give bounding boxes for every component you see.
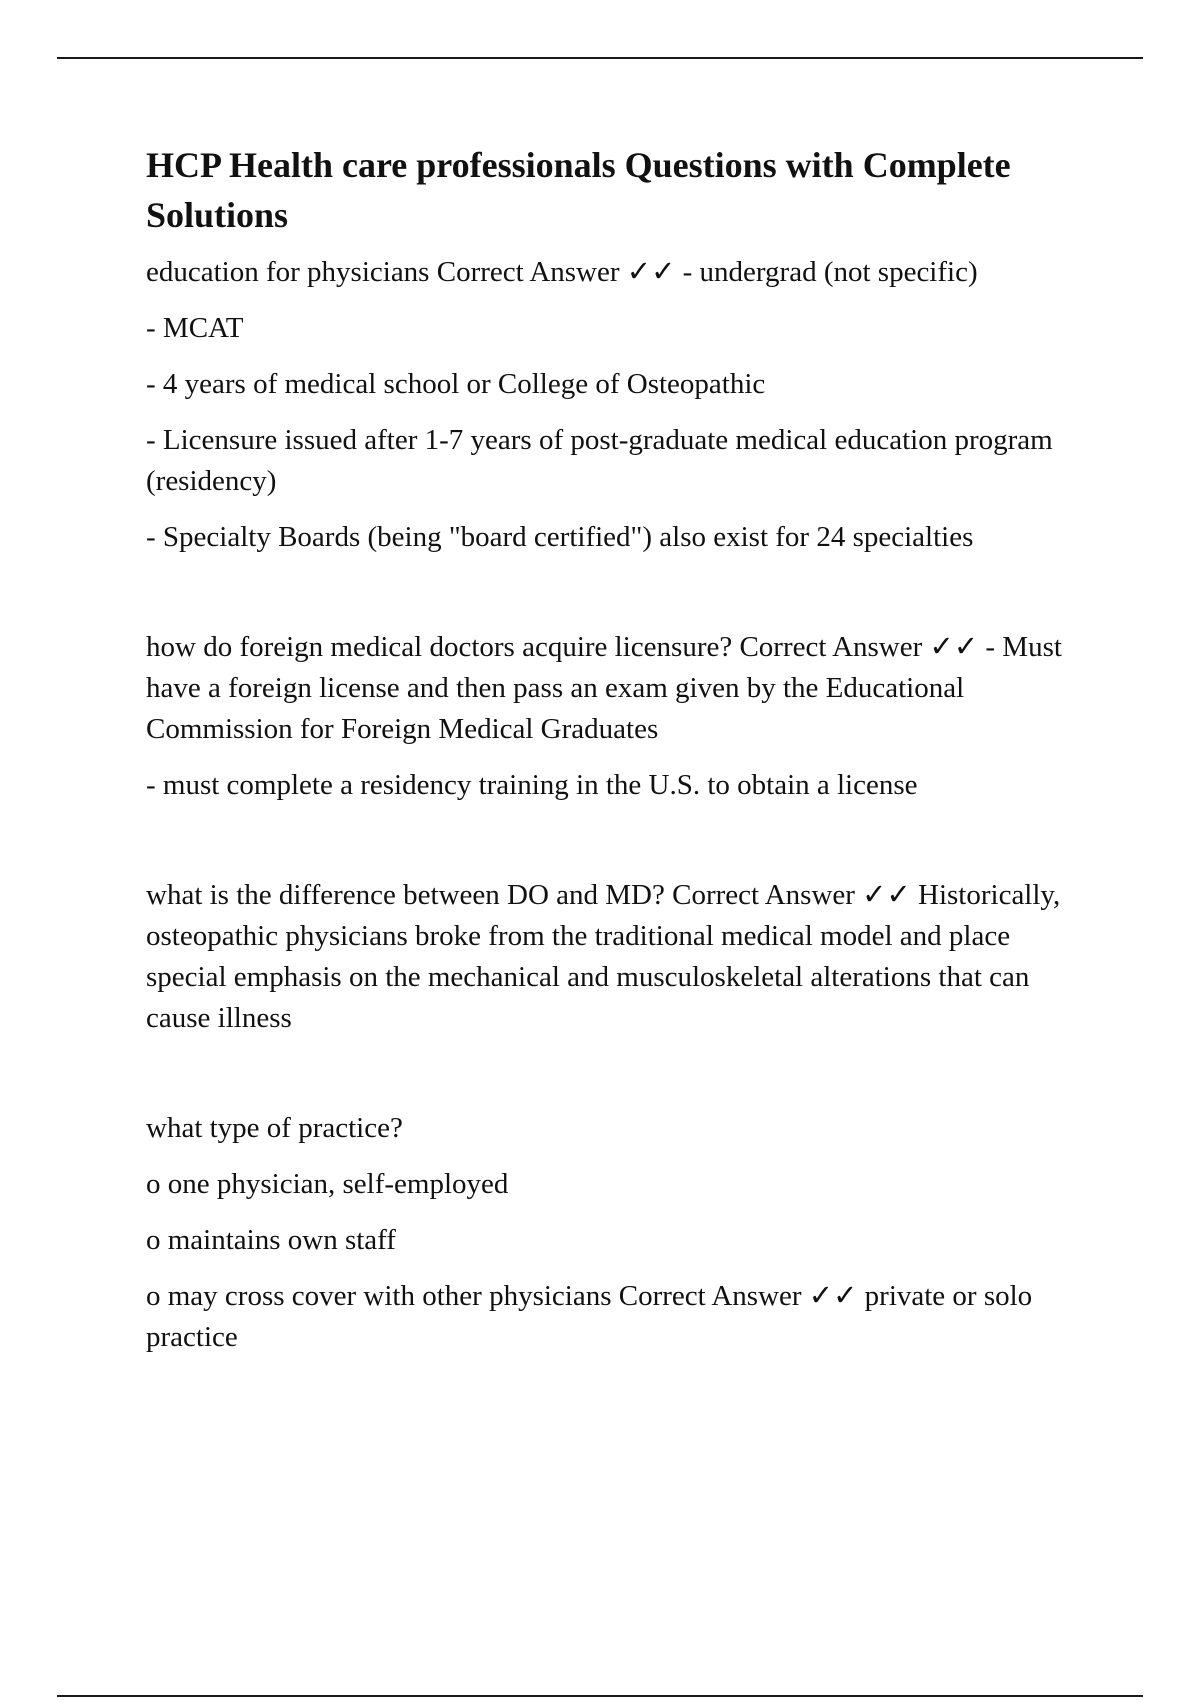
qa-paragraph: - Specialty Boards (being "board certified") also exist for 24 specialties bbox=[146, 521, 974, 553]
qa-paragraph: - 4 years of medical school or College of Osteopathic bbox=[146, 368, 766, 400]
qa-paragraph: - must complete a residency training in the U.S. to obtain a license bbox=[146, 769, 918, 801]
qa-paragraph: how do foreign medical doctors acquire licensure? Correct Answer ✓✓ - Must have a foreign license and then pass an exam given by the Educational Commission for Foreign Medical Graduates bbox=[146, 631, 1070, 745]
qa-paragraph: what type of practice? bbox=[146, 1112, 403, 1144]
qa-paragraph: what is the difference between DO and MD? Correct Answer ✓✓ Historically, osteopathic physicians broke from the traditional medical model and place special emphasis on the mechanical and musculoskeletal alterations that can cause illness bbox=[146, 879, 1068, 1034]
qa-paragraph: o maintains own staff bbox=[146, 1224, 396, 1256]
footer-rule bbox=[57, 1695, 1143, 1697]
qa-paragraph: - MCAT bbox=[146, 312, 244, 344]
qa-section-practice-type bbox=[146, 1108, 1086, 1358]
qa-paragraph: o one physician, self-employed bbox=[146, 1168, 509, 1200]
section-spacer bbox=[146, 573, 1086, 627]
qa-paragraph: education for physicians Correct Answer ✓✓ - undergrad (not specific) bbox=[146, 256, 978, 288]
qa-section-foreign-licensure bbox=[146, 627, 1086, 806]
section-spacer bbox=[146, 1054, 1086, 1108]
document-title: HCP Health care professionals Questions with Complete Solutions bbox=[146, 145, 1011, 235]
section-spacer bbox=[146, 821, 1086, 875]
qa-section-do-vs-md bbox=[146, 875, 1086, 1039]
qa-paragraph: - Licensure issued after 1-7 years of post-graduate medical education program (residency) bbox=[146, 424, 1060, 497]
document-body bbox=[146, 140, 1086, 1373]
qa-section-education bbox=[146, 252, 1086, 558]
header-rule bbox=[57, 57, 1143, 59]
qa-paragraph: o may cross cover with other physicians Correct Answer ✓✓ private or solo practice bbox=[146, 1280, 1040, 1353]
